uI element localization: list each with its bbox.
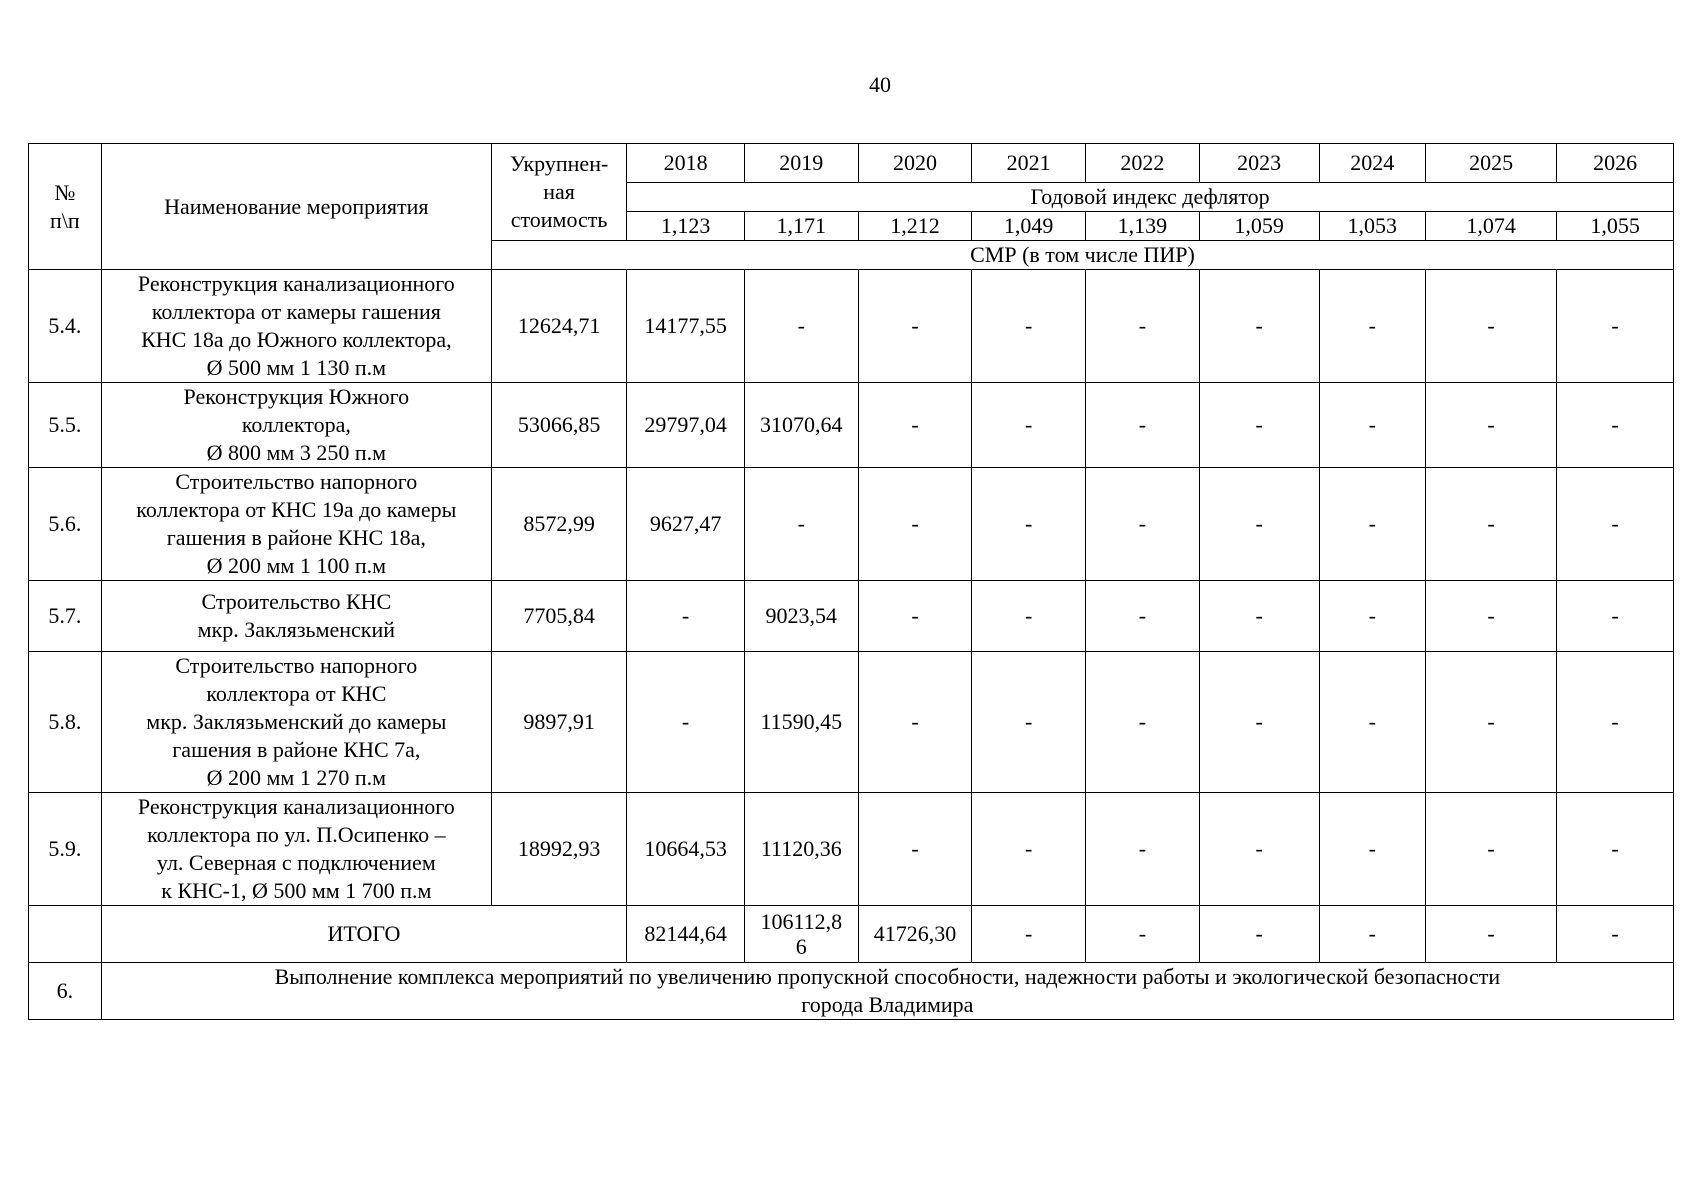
page-number: 40 bbox=[869, 72, 891, 97]
row-value: - bbox=[1319, 383, 1426, 468]
row-value: - bbox=[858, 383, 972, 468]
row-value: 31070,64 bbox=[744, 383, 858, 468]
deflator-value: 1,049 bbox=[972, 212, 1086, 241]
row-value: - bbox=[1086, 652, 1200, 793]
total-label: ИТОГО bbox=[101, 906, 626, 963]
row-cost: 12624,71 bbox=[491, 270, 626, 383]
row-value: 9627,47 bbox=[627, 468, 745, 581]
header-year: 2024 bbox=[1319, 144, 1426, 183]
row-value: 29797,04 bbox=[627, 383, 745, 468]
row-value: - bbox=[1319, 270, 1426, 383]
row-value: - bbox=[1086, 383, 1200, 468]
row-value: - bbox=[1086, 270, 1200, 383]
table-row bbox=[29, 270, 1674, 383]
header-year: 2018 bbox=[627, 144, 745, 183]
header-year: 2019 bbox=[744, 144, 858, 183]
row-value: - bbox=[1199, 652, 1319, 793]
row-value: - bbox=[744, 270, 858, 383]
row-value: - bbox=[1557, 652, 1674, 793]
row-name: Строительство КНС мкр. Заклязьменский bbox=[101, 581, 491, 652]
row-value: 11590,45 bbox=[744, 652, 858, 793]
table-row bbox=[29, 793, 1674, 906]
header-year: 2025 bbox=[1426, 144, 1557, 183]
total-value: 106112,8 6 bbox=[744, 906, 858, 963]
row-num: 5.4. bbox=[29, 270, 102, 383]
row-value: - bbox=[627, 581, 745, 652]
header-year: 2026 bbox=[1557, 144, 1674, 183]
total-value: - bbox=[1086, 906, 1200, 963]
table-row bbox=[29, 652, 1674, 793]
total-value: - bbox=[1557, 906, 1674, 963]
total-value: - bbox=[972, 906, 1086, 963]
row-value: 11120,36 bbox=[744, 793, 858, 906]
total-value: - bbox=[1199, 906, 1319, 963]
row-value: - bbox=[972, 581, 1086, 652]
row-value: - bbox=[858, 652, 972, 793]
header-year: 2021 bbox=[972, 144, 1086, 183]
table-row bbox=[29, 581, 1674, 652]
row-value: - bbox=[1557, 581, 1674, 652]
row-value: - bbox=[1426, 383, 1557, 468]
header-year: 2023 bbox=[1199, 144, 1319, 183]
row-cost: 18992,93 bbox=[491, 793, 626, 906]
total-value: 41726,30 bbox=[858, 906, 972, 963]
section-num: 6. bbox=[29, 963, 102, 1020]
deflator-value: 1,059 bbox=[1199, 212, 1319, 241]
header-cost: Укрупнен- ная стоимость bbox=[491, 144, 626, 241]
row-name: Реконструкция канализационного коллектора от камеры гашения КНС 18а до Южного коллектора, Ø 500 мм 1 130 п.м bbox=[101, 270, 491, 383]
row-value: - bbox=[1199, 270, 1319, 383]
row-value: - bbox=[1199, 468, 1319, 581]
table-row bbox=[29, 468, 1674, 581]
row-value: - bbox=[1557, 383, 1674, 468]
header-name: Наименование мероприятия bbox=[101, 144, 491, 270]
deflator-value: 1,053 bbox=[1319, 212, 1426, 241]
row-name: Строительство напорного коллектора от КНС 19а до камеры гашения в районе КНС 18а, Ø 200 мм 1 100 п.м bbox=[101, 468, 491, 581]
row-value: - bbox=[1319, 652, 1426, 793]
total-row bbox=[29, 906, 1674, 963]
row-value: - bbox=[1426, 468, 1557, 581]
row-value: - bbox=[1319, 581, 1426, 652]
row-cost: 53066,85 bbox=[491, 383, 626, 468]
row-value: - bbox=[972, 652, 1086, 793]
row-value: - bbox=[744, 468, 858, 581]
row-value: - bbox=[1199, 581, 1319, 652]
row-value: - bbox=[858, 793, 972, 906]
header-num: № п\п bbox=[29, 144, 102, 270]
row-value: - bbox=[1319, 468, 1426, 581]
row-value: - bbox=[1557, 468, 1674, 581]
row-value: - bbox=[972, 270, 1086, 383]
row-value: - bbox=[1199, 383, 1319, 468]
section-title: Выполнение комплекса мероприятий по увеличению пропускной способности, надежности работы и экологической безопасности города Владимира bbox=[101, 963, 1673, 1020]
section-row bbox=[29, 963, 1674, 1020]
deflator-label: Годовой индекс дефлятор bbox=[627, 183, 1674, 212]
smr-label: СМР (в том числе ПИР) bbox=[491, 241, 1673, 270]
row-name: Реконструкция Южного коллектора, Ø 800 мм 3 250 п.м bbox=[101, 383, 491, 468]
investment-table bbox=[28, 143, 1674, 1020]
header-year: 2020 bbox=[858, 144, 972, 183]
row-value: - bbox=[1086, 581, 1200, 652]
row-name: Реконструкция канализационного коллектора по ул. П.Осипенко – ул. Северная с подключением к КНС-1, Ø 500 мм 1 700 п.м bbox=[101, 793, 491, 906]
deflator-value: 1,074 bbox=[1426, 212, 1557, 241]
row-value: - bbox=[1199, 793, 1319, 906]
deflator-value: 1,212 bbox=[858, 212, 972, 241]
total-value: - bbox=[1426, 906, 1557, 963]
row-value: - bbox=[1426, 581, 1557, 652]
total-num-empty bbox=[29, 906, 102, 963]
row-value: - bbox=[1426, 270, 1557, 383]
row-value: - bbox=[972, 468, 1086, 581]
row-value: - bbox=[1557, 270, 1674, 383]
row-name: Строительство напорного коллектора от КНС мкр. Заклязьменский до камеры гашения в районе КНС 7а, Ø 200 мм 1 270 п.м bbox=[101, 652, 491, 793]
total-value: - bbox=[1319, 906, 1426, 963]
header-row-years bbox=[29, 144, 1674, 183]
row-value: - bbox=[1557, 793, 1674, 906]
table-row bbox=[29, 383, 1674, 468]
row-cost: 8572,99 bbox=[491, 468, 626, 581]
row-value: 9023,54 bbox=[744, 581, 858, 652]
row-value: - bbox=[1426, 652, 1557, 793]
row-value: - bbox=[858, 270, 972, 383]
total-value: 82144,64 bbox=[627, 906, 745, 963]
row-value: - bbox=[858, 468, 972, 581]
row-value: - bbox=[1086, 793, 1200, 906]
row-value: - bbox=[627, 652, 745, 793]
row-num: 5.5. bbox=[29, 383, 102, 468]
row-value: - bbox=[972, 793, 1086, 906]
row-num: 5.8. bbox=[29, 652, 102, 793]
deflator-value: 1,055 bbox=[1557, 212, 1674, 241]
row-value: - bbox=[1319, 793, 1426, 906]
row-value: - bbox=[1426, 793, 1557, 906]
row-value: - bbox=[972, 383, 1086, 468]
deflator-value: 1,123 bbox=[627, 212, 745, 241]
row-num: 5.7. bbox=[29, 581, 102, 652]
row-value: 10664,53 bbox=[627, 793, 745, 906]
row-value: - bbox=[858, 581, 972, 652]
header-year: 2022 bbox=[1086, 144, 1200, 183]
row-num: 5.9. bbox=[29, 793, 102, 906]
row-value: - bbox=[1086, 468, 1200, 581]
row-num: 5.6. bbox=[29, 468, 102, 581]
row-cost: 9897,91 bbox=[491, 652, 626, 793]
row-value: 14177,55 bbox=[627, 270, 745, 383]
row-cost: 7705,84 bbox=[491, 581, 626, 652]
deflator-value: 1,171 bbox=[744, 212, 858, 241]
deflator-value: 1,139 bbox=[1086, 212, 1200, 241]
